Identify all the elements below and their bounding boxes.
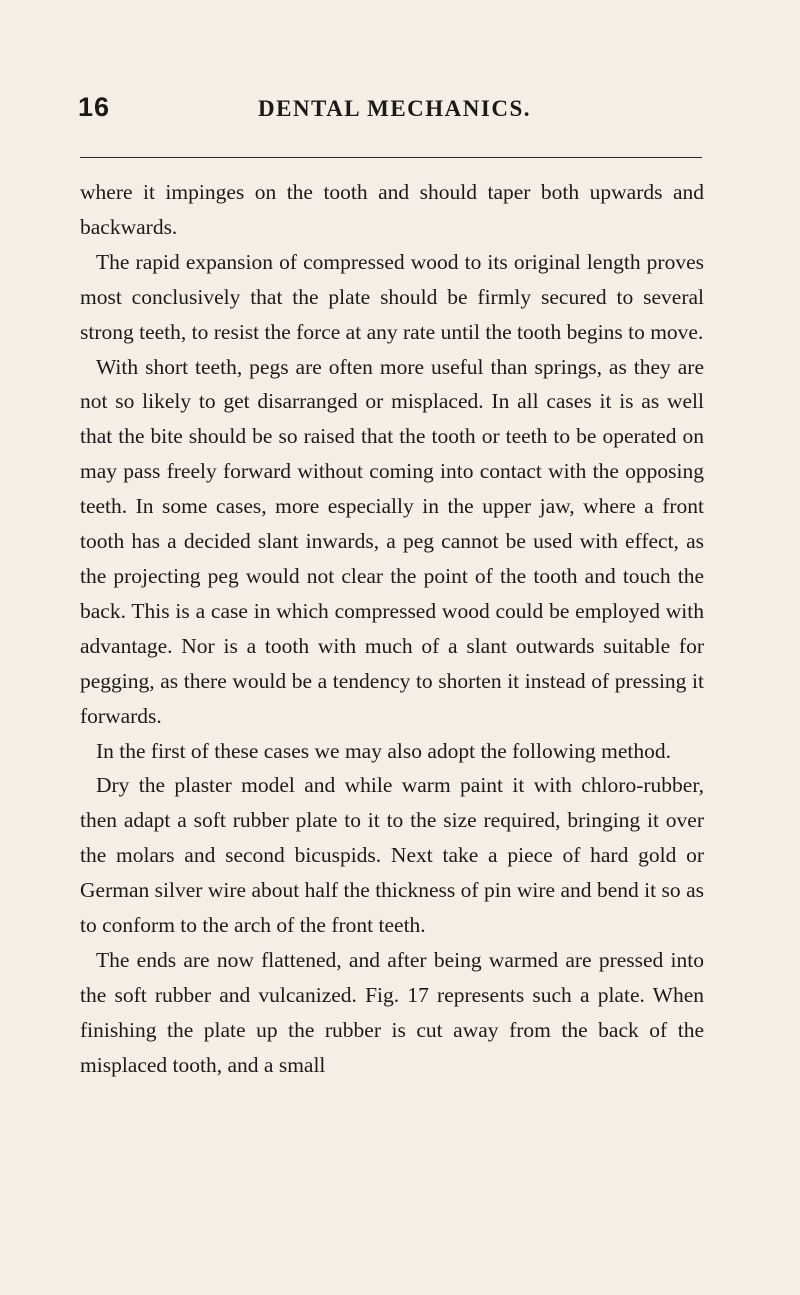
paragraph-ends-flattened: The ends are now flattened, and after being warmed are pressed into the soft rubber and vulcanized. Fig. 17 represents such a plate. When finishing the plate up the rubber is cut away from the back of the misplaced tooth, and a small [80, 947, 704, 1077]
paragraph-short-teeth: With short teeth, pegs are often more useful than springs, as they are not so likely to get disarranged or misplaced. In all cases it is as well that the bite should be so raised that the tooth or teeth to be operated on may pass freely forward without coming into contact with the opposing teeth. In some cases, more especially in the upper jaw, where a front tooth has a decided slant inwards, a peg cannot be used with effect, as the projecting peg would not clear the point of the tooth and touch the back. This is a case in which compressed wood could be employed with advantage. Nor is a tooth with much of a slant outwards suitable for pegging, as there would be a tendency to shorten it instead of pressing it forwards. [80, 354, 704, 728]
body-text [80, 175, 704, 1083]
running-title: DENTAL MECHANICS. [258, 96, 531, 121]
paragraph-first-case: In the first of these cases we may also adopt the following method. [96, 738, 671, 763]
paragraph-plaster-model: Dry the plaster model and while warm paint it with chloro-rubber, then adapt a soft rubber plate to it to the size required, bringing it over the molars and second bicuspids. Next take a piece of hard gold or German silver wire about half the thickness of pin wire and bend it so as to conform to the arch of the front teeth. [80, 773, 704, 938]
paragraph-continued: where it impinges on the tooth and should taper both upwards and backwards. [80, 180, 704, 239]
header-rule [80, 157, 702, 158]
page-number: 16 [78, 92, 111, 122]
paragraph-compressed-wood: The rapid expansion of compressed wood to its original length proves most conclusively that the plate should be firmly secured to several strong teeth, to resist the force at any rate until the tooth begins to move. [80, 249, 704, 344]
running-head [78, 92, 718, 132]
